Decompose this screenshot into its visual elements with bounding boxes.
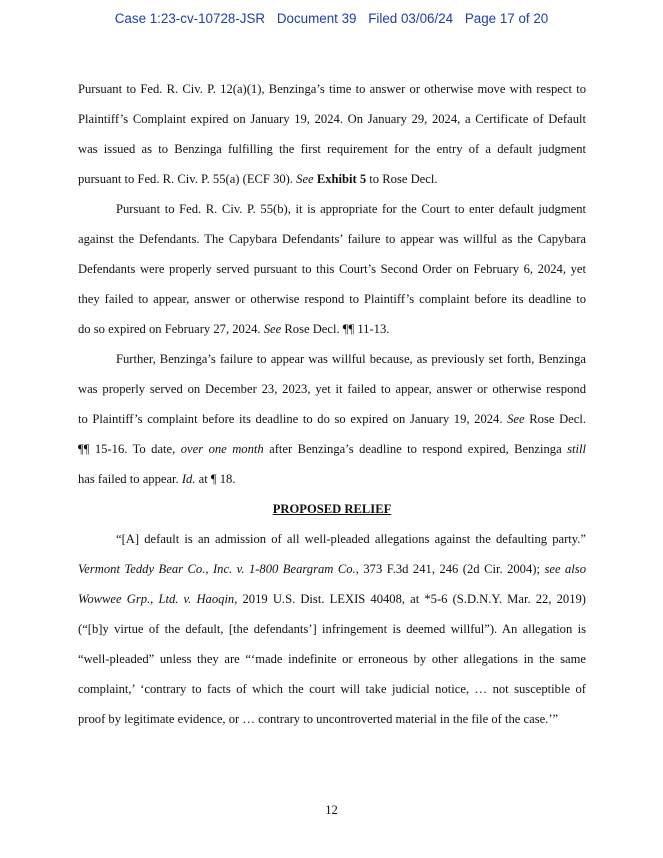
paragraph-2: [78, 194, 586, 344]
text-line: Further, Benzinga’s failure to appear was willful because, as previously set forth, Benzinga: [116, 352, 586, 366]
text-line: was issued as to Benzinga fulfilling the first requirement for the entry of a default judgment: [78, 142, 586, 156]
document-number: Document 39: [276, 11, 357, 26]
paragraph-3: [78, 344, 586, 494]
exhibit-ref: Exhibit 5: [316, 172, 367, 186]
text-line: ¶¶ 15-16. To date, over one month after Benzinga’s deadline to respond expired, Benzinga still: [78, 442, 587, 456]
page-number: 12: [325, 803, 338, 817]
text-line: complaint,’ ‘contrary to facts of which the court will take judicial notice, … not susceptible of: [78, 682, 586, 696]
signal-see-also: see also: [544, 562, 587, 576]
signal-see: See: [507, 412, 525, 426]
text-line: “well-pleaded” unless they are “‘made indefinite or erroneous by other allegations in the same: [78, 652, 586, 666]
text-line: Defendants were properly served pursuant to this Court’s Second Order on February 6, 2024, yet: [78, 262, 586, 276]
text-line: pursuant to Fed. R. Civ. P. 55(a) (ECF 30). See Exhibit 5 to Rose Decl.: [78, 172, 438, 186]
text-line: Wowwee Grp., Ltd. v. Haoqin, 2019 U.S. Dist. LEXIS 40408, at *5-6 (S.D.N.Y. Mar. 22, 2019): [78, 592, 586, 606]
text-line: do so expired on February 27, 2024. See Rose Decl. ¶¶ 11-13.: [78, 322, 390, 336]
page-of-pages: Page 17 of 20: [464, 11, 549, 26]
paragraph-1: [78, 74, 586, 194]
text-line: Vermont Teddy Bear Co., Inc. v. 1-800 Beargram Co., 373 F.3d 241, 246 (2d Cir. 2004); see also: [78, 562, 587, 576]
text-line: “[A] default is an admission of all well-pleaded allegations against the defaulting party.”: [116, 532, 586, 546]
signal-see: See: [263, 322, 282, 336]
text-line: against the Defendants. The Capybara Defendants’ failure to appear was willful as the Capybara: [78, 232, 586, 246]
emphasis: still: [567, 442, 587, 456]
text-line: Pursuant to Fed. R. Civ. P. 55(b), it is appropriate for the Court to enter default judgment: [116, 202, 586, 216]
text-line: has failed to appear. Id. at ¶ 18.: [78, 472, 236, 486]
case-name: Vermont Teddy Bear Co., Inc. v. 1-800 Beargram Co.: [78, 562, 356, 576]
text-line: was properly served on December 23, 2023, yet it failed to appear, answer or otherwise respond: [78, 382, 586, 396]
paragraph-4: [78, 524, 586, 734]
text-line: Plaintiff’s Complaint expired on January 19, 2024. On January 29, 2024, a Certificate of Default: [78, 112, 586, 126]
section-heading: PROPOSED RELIEF: [272, 502, 392, 516]
case-number: Case 1:23-cv-10728-JSR: [114, 11, 266, 26]
signal-see: See: [296, 172, 314, 186]
filed-date: Filed 03/06/24: [368, 11, 454, 26]
ecf-header: [0, 11, 663, 26]
case-name: Wowwee Grp., Ltd. v. Haoqin: [78, 592, 235, 606]
text-line: to Plaintiff’s complaint before its deadline to do so expired on January 19, 2024. See Rose Decl.: [78, 412, 586, 426]
emphasis: over one month: [180, 442, 264, 456]
text-line: Pursuant to Fed. R. Civ. P. 12(a)(1), Benzinga’s time to answer or otherwise move with respect to: [78, 82, 586, 96]
document-body: [78, 74, 586, 734]
text-line: proof by legitimate evidence, or … contrary to uncontroverted material in the file of the case.’”: [78, 712, 559, 726]
text-line: (“[b]y virtue of the default, [the defendants’] infringement is deemed willful”). An allegation is: [78, 622, 586, 636]
signal-id: Id.: [181, 472, 196, 486]
text-line: they failed to appear, answer or otherwise respond to Plaintiff’s complaint before its deadline to: [78, 292, 586, 306]
